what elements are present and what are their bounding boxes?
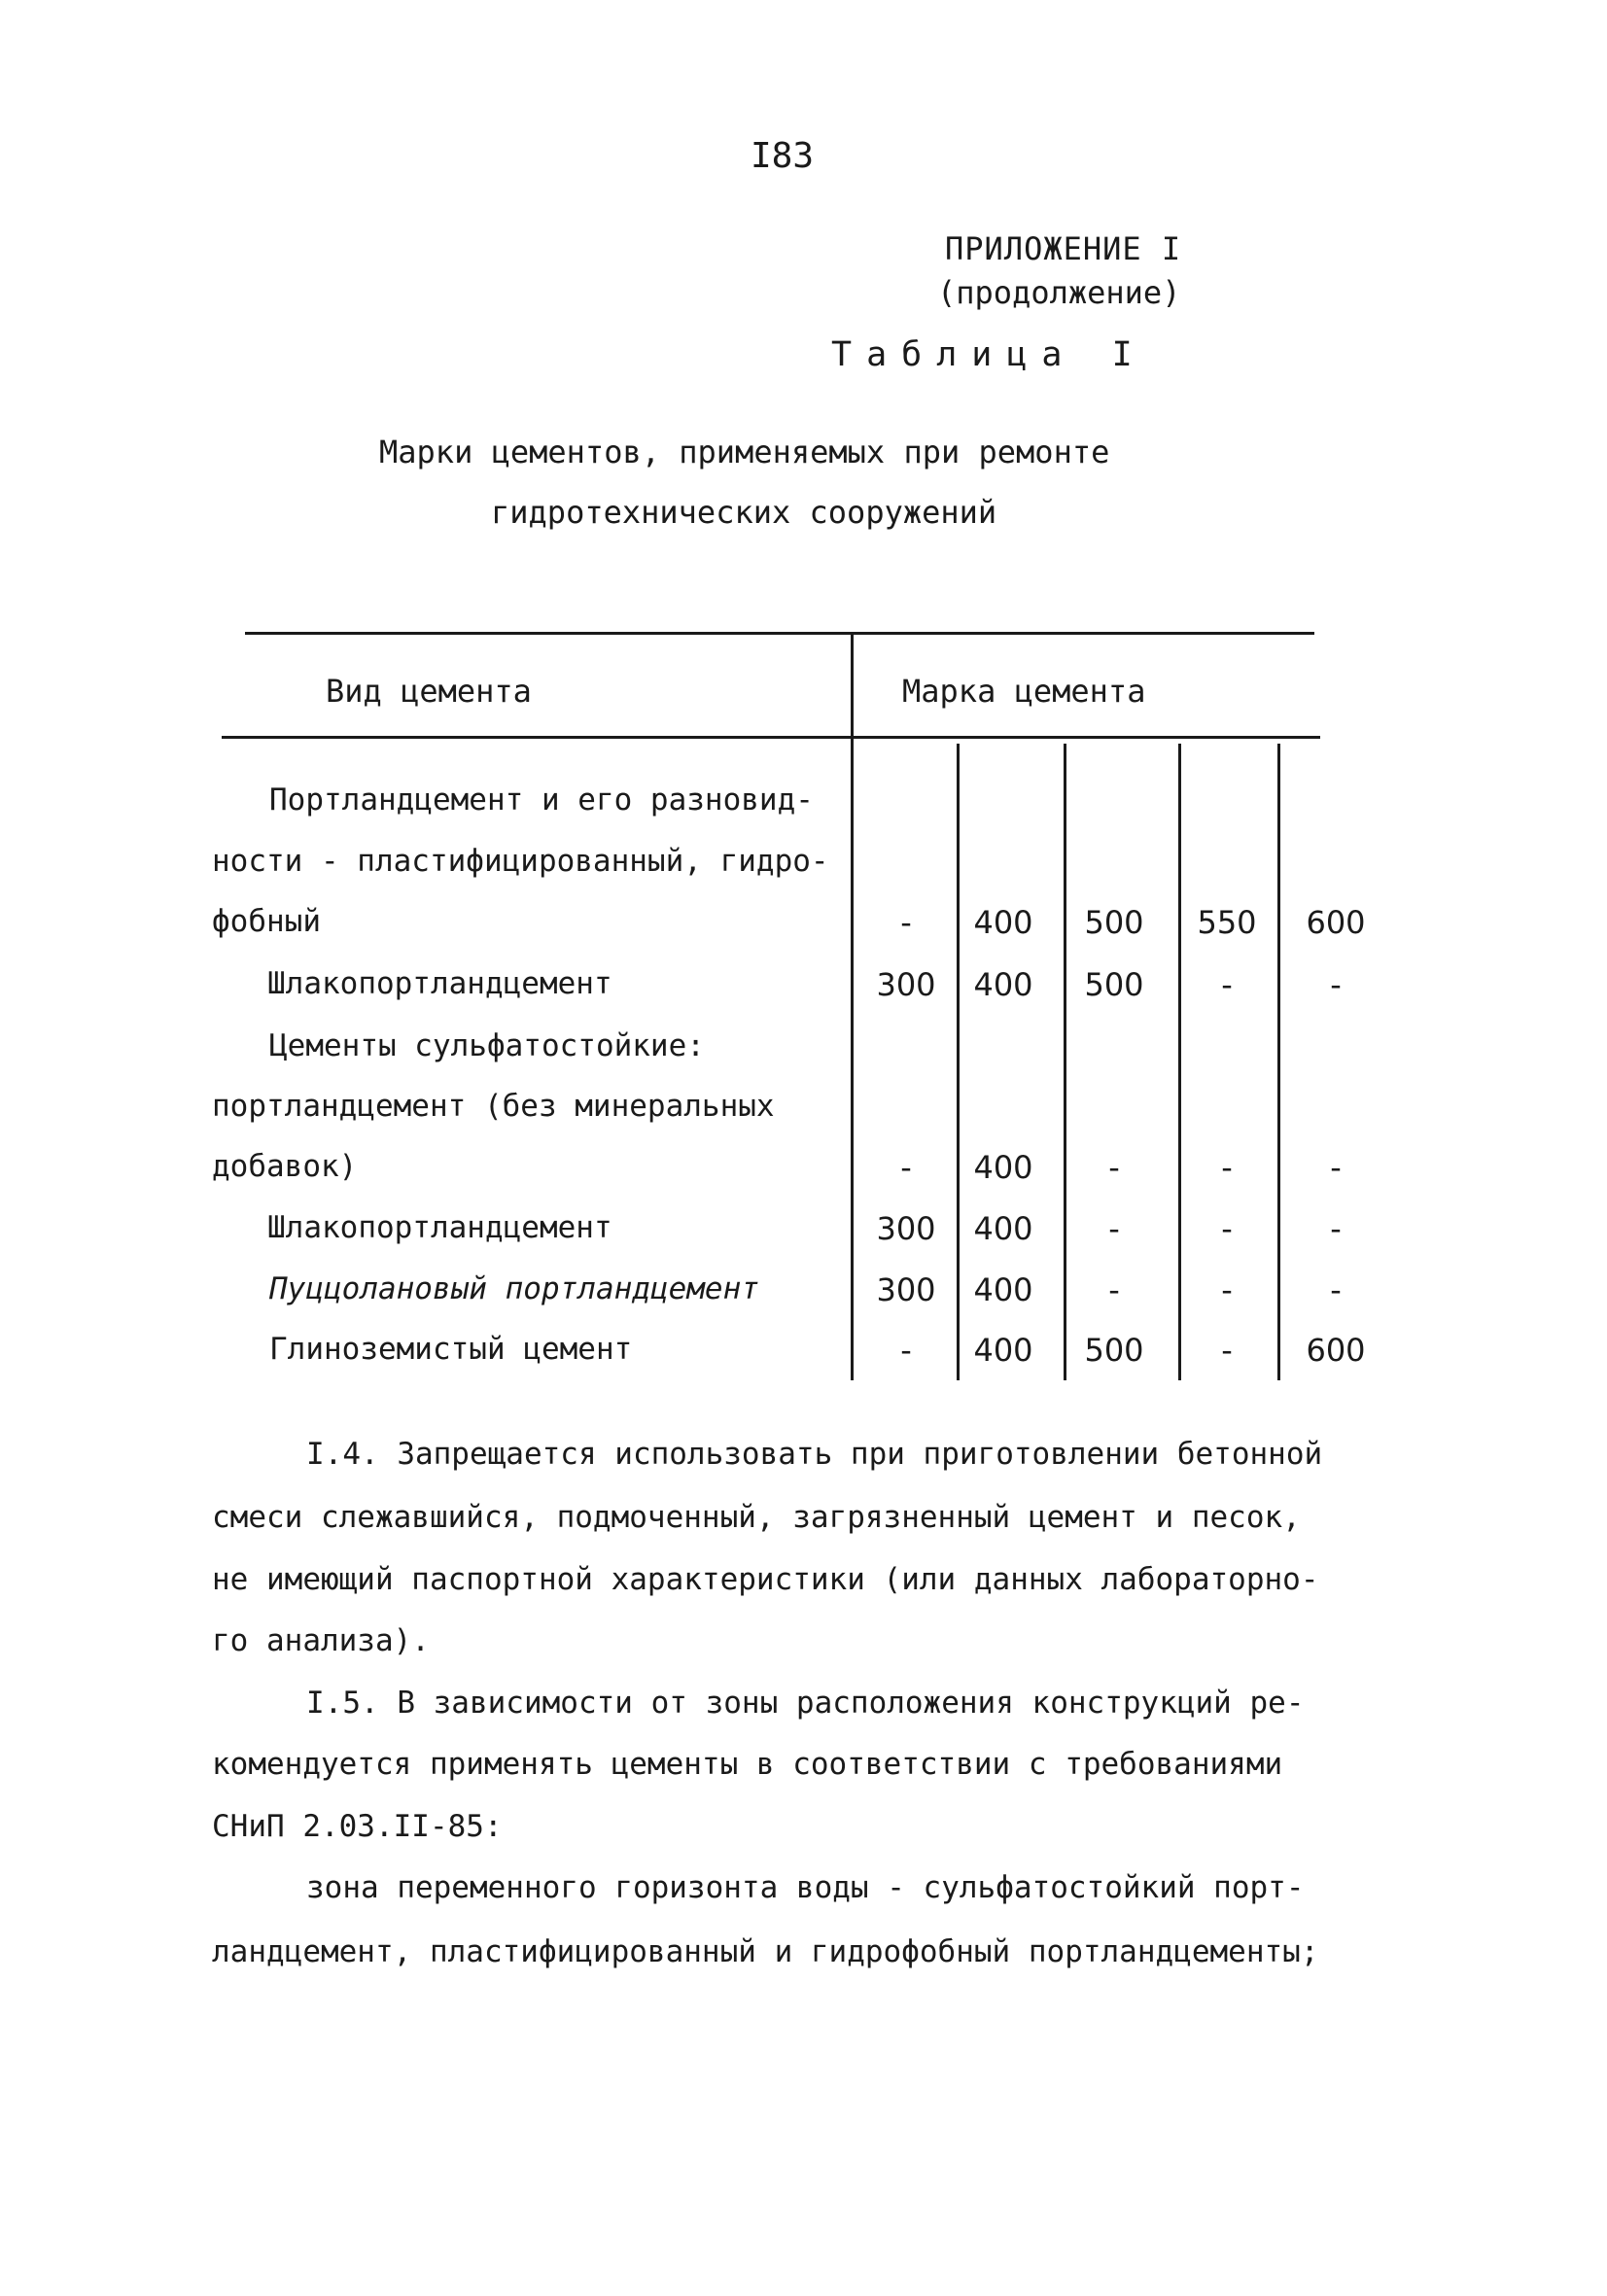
table-caption-line-2: гидротехнических сооружений [491,494,997,531]
table-divider-col-5 [1277,744,1280,1380]
row-3-label-line-1: Цементы сульфатостойкие: [269,1028,705,1063]
appendix-title: ПРИЛОЖЕНИЕ I [945,230,1182,267]
row-3-value-3: - [1108,1149,1120,1186]
row-2-value-2: 400 [973,966,1033,1003]
header-cement-type: Вид цемента [326,673,532,710]
row-5-value-1: 300 [876,1271,936,1308]
row-2-value-4: - [1221,966,1233,1003]
row-2-value-1: 300 [876,966,936,1003]
row-2-value-3: 500 [1084,966,1144,1003]
row-6-value-2: 400 [973,1332,1033,1369]
row-3-value-2: 400 [973,1149,1033,1186]
row-4-value-4: - [1221,1210,1233,1247]
para-1-5-line-3: СНиП 2.03.II-85: [212,1809,503,1844]
row-4-label-line-1: Шлакопортландцемент [267,1210,612,1245]
row-2-label-line-1: Шлакопортландцемент [267,966,612,1001]
row-1-value-3: 500 [1084,904,1144,941]
para-zone-line-2: ландцемент, пластифицированный и гидрофобный портландцементы; [212,1934,1319,1969]
appendix-subtitle: (продолжение) [937,274,1181,311]
table-header-bottom-rule [222,736,1320,739]
row-3-value-4: - [1221,1149,1233,1186]
row-4-value-2: 400 [973,1210,1033,1247]
row-1-label-line-1: Портландцемент и его разновид- [269,783,814,818]
row-6-label-line-1: Глиноземистый цемент [269,1332,633,1367]
row-4-value-3: - [1108,1210,1120,1247]
row-1-label-line-3: фобный [212,904,321,939]
row-3-value-1: - [900,1149,912,1186]
row-6-value-5: 600 [1306,1332,1366,1369]
table-label: Таблица I [831,335,1147,374]
table-caption-line-1: Марки цементов, применяемых при ремонте [379,434,1110,470]
row-3-label-line-2: портландцемент (без минеральных [212,1089,775,1124]
row-4-value-1: 300 [876,1210,936,1247]
row-1-value-1: - [900,904,912,941]
para-1-4-line-3: не имеющий паспортной характеристики (или данных лабораторно- [212,1562,1319,1597]
table-top-rule [245,632,1314,635]
table-divider-main [851,632,854,1380]
row-3-label-line-3: добавок) [212,1149,358,1184]
row-5-value-5: - [1330,1271,1342,1308]
row-6-value-4: - [1221,1332,1233,1369]
para-1-4-line-4: го анализа). [212,1623,430,1658]
row-5-label-line-1: Пуццолановый портландцемент [269,1271,759,1306]
row-1-value-4: 550 [1197,904,1257,941]
row-1-label-line-2: ности - пластифицированный, гидро- [212,844,829,879]
para-1-4-line-1: I.4. Запрещается использовать при приготовлении бетонной [306,1437,1323,1472]
row-5-value-4: - [1221,1271,1233,1308]
header-cement-grade: Марка цемента [902,673,1146,710]
row-2-value-5: - [1330,966,1342,1003]
para-1-5-line-1: I.5. В зависимости от зоны расположения конструкций ре- [306,1686,1305,1721]
row-1-value-5: 600 [1306,904,1366,941]
para-zone-line-1: зона переменного горизонта воды - сульфатостойкий порт- [306,1870,1305,1905]
row-6-value-3: 500 [1084,1332,1144,1369]
row-5-value-2: 400 [973,1271,1033,1308]
page-number: I83 [751,136,815,176]
row-3-value-5: - [1330,1149,1342,1186]
para-1-5-line-2: комендуется применять цементы в соответствии с требованиями [212,1747,1283,1782]
para-1-4-line-2: смеси слежавшийся, подмоченный, загрязненный цемент и песок, [212,1500,1301,1535]
row-6-value-1: - [900,1332,912,1369]
row-4-value-5: - [1330,1210,1342,1247]
row-5-value-3: - [1108,1271,1120,1308]
row-1-value-2: 400 [973,904,1033,941]
